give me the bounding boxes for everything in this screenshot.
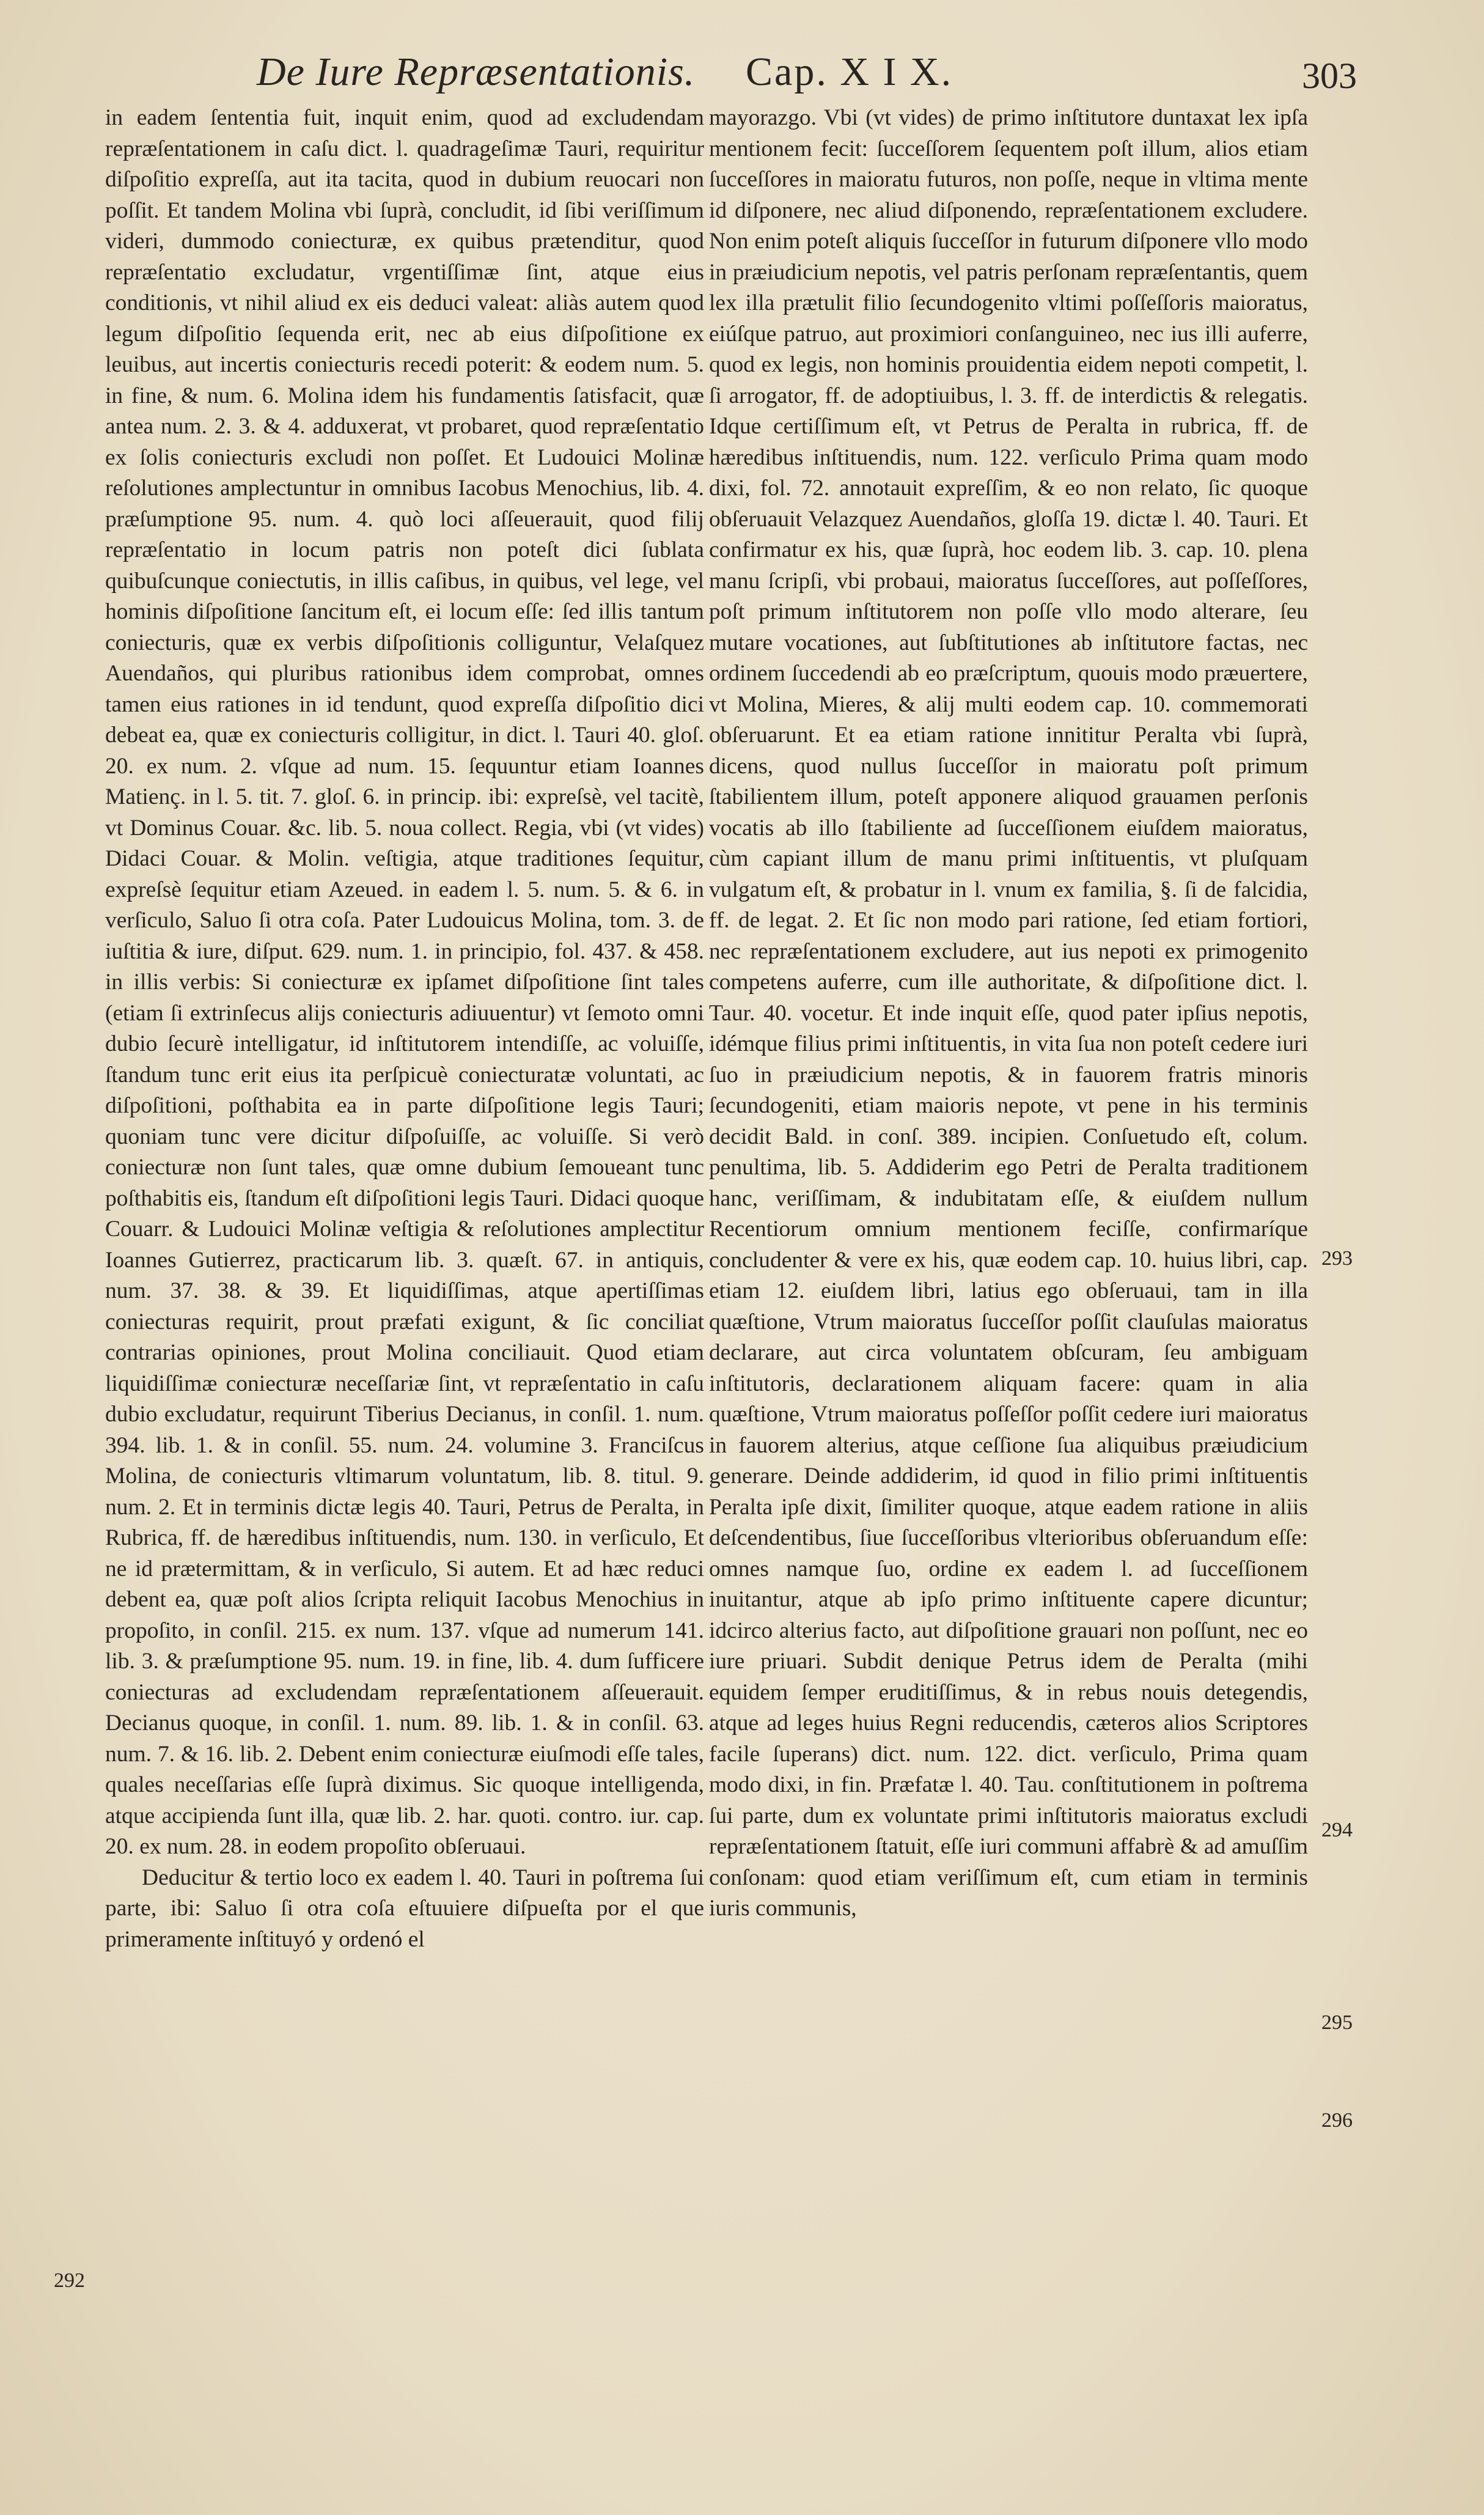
left-paragraph-2: Deducitur & tertio loco ex eadem l. 40. Tauri in poſtrema ſui parte, ibi: Saluo ſi otra coſa eſtuuiere diſpueſta por el que primeramente inſtituyó y ordenó el: [105, 1865, 704, 1952]
chapter-heading: Cap. X I X.: [746, 50, 953, 94]
page-number: 303: [1302, 56, 1357, 96]
margin-number-293: 293: [1321, 1247, 1353, 1270]
margin-number-292: 292: [54, 2269, 85, 2292]
left-paragraph-1: in eadem ſententia fuit, inquit enim, quod ad excludendam repræſentationem in caſu dict. l. quadrageſimæ Tauri, requiritur diſpoſitio expreſſa, aut ita tacita, quod in dubium reuocari non poſſit. Et tandem Molina vbi ſuprà, concludit, id ſibi veriſſimum videri, dummodo coniecturæ, ex quibus prætenditur, quod repræſentatio excludatur, vrgentiſſimæ ſint, atque eius conditionis, vt nihil aliud ex eis deduci valeat: aliàs autem quod legum diſpoſitio ſequenda erit, nec ab eius diſpoſitione ex leuibus, aut incertis coniecturis recedi poterit: & eodem num. 5. in fine, & num. 6. Molina idem his fundamentis ſatisfacit, quæ antea num. 2. 3. & 4. adduxerat, vt probaret, quod repræſentatio ex ſolis coniecturis excludi non poſſet. Et Ludouici Molinæ reſolutiones amplectuntur in omnibus Iacobus Menochius, lib. 4. præſumptione 95. num. 4. quò loci aſſeuerauit, quod filij repræſentatio in locum patris non poteſt dici ſublata quibuſcunque coniectutis, in illis caſibus, in quibus, vel lege, vel hominis diſpoſitione ſancitum eſt, ei locum eſſe: ſed illis tantum coniecturis, quæ ex verbis diſpoſitionis colliguntur, Velaſquez Auendaños, qui pluribus rationibus idem comprobat, omnes tamen eius rationes in id tendunt, quod expreſſa diſpoſitio dici debeat ea, quæ ex coniecturis colligitur, in dict. l. Tauri 40. gloſ. 20. ex num. 2. vſque ad num. 15. ſequuntur etiam Ioannes Matienç. in l. 5. tit. 7. gloſ. 6. in princip. ibi: expreſsè, vel tacitè, vt Dominus Couar. &c. lib. 5. noua collect. Regia, vbi (vt vides) Didaci Couar. & Molin. veſtigia, atque traditiones ſequitur, expreſsè ſequitur etiam Azeued. in eadem l. 5. num. 5. & 6. in verſiculo, Saluo ſi otra coſa. Pater Ludouicus Molina, tom. 3. de iuſtitia & iure, diſput. 629. num. 1. in principio, fol. 437. & 458. in illis verbis: Si coniecturæ ex ipſamet diſpoſitione ſint tales (etiam ſi extrinſecus alijs coniecturis adiuuentur) vt ſemoto omni dubio ſecurè intelligatur, id inſtitutorem intendiſſe, ac voluiſſe, ſtandum tunc erit eius ita perſpicuè coniecturatæ voluntati, ac diſpoſitioni, poſthabita ea in parte diſpoſitione legis Tauri; quoniam tunc vere dicitur diſpoſuiſſe, ac voluiſſe. Si verò coniecturæ non ſunt tales, quæ omne dubium ſemoueant tunc poſthabitis eis, ſtandum eſt diſpoſitioni legis Tauri. Didaci quoque Couarr. & Ludouici Molinæ veſtigia & reſolutiones amplectitur Ioannes Gutierrez, practicarum lib. 3. quæſt. 67. in antiquis, num. 37. 38. & 39. Et liquidiſſimas, atque apertiſſimas coniecturas requirit, prout præfati exigunt, & ſic conciliat contrarias opiniones, prout Molina conciliauit. Quod etiam liquidiſſimæ coniecturæ neceſſariæ ſint, vt repræſentatio in caſu dubio excludatur, requirunt Tiberius Decianus, in conſil. 1. num. 394. lib. 1. & in conſil. 55. num. 24. volumine 3. Franciſcus Molina, de coniecturis vltimarum voluntatum, lib. 8. titul. 9. num. 2. Et in terminis dictæ legis 40. Tauri, Petrus de Peralta, in Rubrica, ff. de hæredibus inſtituendis, num. 130. in verſiculo, Et ne id prætermittam, & in verſiculo, Si autem. Et ad hæc reduci debent ea, quæ poſt alios ſcripta reliquit Iacobus Menochius in propoſito, in conſil. 215. ex num. 137. vſque ad numerum 141. lib. 3. & præſumptione 95. num. 19. in fine, lib. 4. dum ſufficere coniecturas ad excludendam repræſentationem aſſeuerauit. Decianus quoque, in conſil. 1. num. 89. lib. 1. & in conſil. 63. num. 7. & 16. lib. 2. Debent enim coniecturæ eiuſmodi eſſe tales, quales neceſſarias eſſe ſuprà diximus. Sic quoque intelligenda, atque accipienda ſunt illa, quæ lib. 2. har. quoti. contro. iur. cap. 20. ex num. 28. in eodem propoſito obſeruaui.: [105, 105, 704, 1859]
running-title: De Iure Repræsentationis.: [257, 50, 696, 94]
page-header: [244, 37, 1357, 110]
right-column: [709, 103, 1308, 1924]
right-paragraph-1: mayorazgo. Vbi (vt vides) de primo inſtitutore duntaxat lex ipſa mentionem fecit: ſucceſſorem ſequentem poſt illum, alios etiam ſucceſſores in maioratu futuros, non poſſe, neque in vltima mente id diſponere, nec aliud diſponendo, repræſentationem excludere. Non enim poteſt aliquis ſucceſſor in futurum diſponere vllo modo in præiudicium nepotis, vel patris perſonam repræſentantis, quem lex illa prætulit filio ſecundogenito vltimi poſſeſſoris maioratus, eiúſque patruo, aut proximiori conſanguineo, nec ius illi auferre, quod ex legis, non hominis prouidentia eidem nepoti competit, l. ſi arrogator, ff. de adoptiuibus, l. 3. ff. de interdictis & relegatis. Idque certiſſimum eſt, vt Petrus de Peralta in rubrica, ff. de hæredibus inſtituendis, num. 122. verſiculo Prima quam modo dixi, fol. 72. annotauit expreſſim, & eo non relato, ſic quoque obſeruauit Velazquez Auendaños, gloſſa 19. dictæ l. 40. Tauri. Et confirmatur ex his, quæ ſuprà, hoc eodem lib. 3. cap. 10. plena manu ſcripſi, vbi probaui, maioratus ſucceſſores, aut poſſeſſores, poſt primum inſtitutorem non poſſe vllo modo alterare, ſeu mutare vocationes, aut ſubſtitutiones ab inſtitutore factas, nec ordinem ſuccedendi ab eo præſcriptum, quouis modo præuertere, vt Molina, Mieres, & alij multi eodem cap. 10. commemorati obſeruarunt. Et ea etiam ratione innititur Peralta vbi ſuprà, dicens, quod nullus ſucceſſor in maioratu poſt primum ſtabilientem illum, poteſt apponere aliquod grauamen perſonis vocatis ab illo ſtabiliente ad ſucceſſionem eiuſdem maioratus, cùm capiant illum de manu primi inſtituentis, vt pluſquam vulgatum eſt, & probatur in l. vnum ex familia, §. ſi de falcidia, ff. de legat. 2. Et ſic non modo pari ratione, ſed etiam fortiori, nec repræſentationem excludere, aut ius nepoti ex primogenito competens auferre, cum ille authoritate, & diſpoſitione dict. l. Taur. 40. vocetur. Et inde inquit eſſe, quod pater ipſius nepotis, idémque filius primi inſtituentis, in vita ſua non poteſt cedere iuri ſuo in præiudicium nepotis, & in fauorem fratris minoris ſecundogeniti, etiam maioris nepote, vt pene in his terminis decidit Bald. in conſ. 389. incipien. Conſuetudo eſt, colum. penultima, lib. 5. Addiderim ego Petri de Peralta traditionem hanc, veriſſimam, & indubitatam eſſe, & eiuſdem nullum Recentiorum omnium mentionem feciſſe, confirmaríque concludenter & vere ex his, quæ eodem cap. 10. huius libri, cap. etiam 12. eiuſdem libri, latius ego obſeruaui, tam in illa quæſtione, Vtrum maioratus ſucceſſor poſſit clauſulas maioratus declarare, aut circa voluntatem obſcuram, ſeu ambiguam inſtitutoris, declarationem aliquam facere: quam in alia quæſtione, Vtrum maioratus poſſeſſor poſſit cedere iuri maioratus in fauorem alterius, atque ceſſione ſua aliquibus præiudicium generare. Deinde addiderim, id quod in filio primi inſtituentis Peralta ipſe dixit, ſimiliter quoque, atque eadem ratione in aliis deſcendentibus, ſiue ſucceſſoribus vlterioribus obſeruandum eſſe: omnes namque ſuo, ordine ex eadem l. ad ſucceſſionem inuitantur, atque ab ipſo primo inſtituente capere dicuntur; idcirco alterius facto, aut diſpoſitione grauari non poſſunt, nec eo iure priuari. Subdit denique Petrus idem de Peralta (mihi equidem ſemper eruditiſſimus, & in rebus nouis detegendis, atque ad leges huius Regni reducendis, cæteros alios Scriptores facile ſuperans) dict. num. 122. dict. verſiculo, Prima quam modo dixi, in fin. Præfatæ l. 40. Tau. conſtitutionem in poſtrema ſui parte, dum ex voluntate primi inſtitutoris maioratus excludi repræſentationem ſtatuit, eſſe iuri communi affabrè & ad amuſſim conſonam: quod etiam veriſſimum eſt, cum etiam in terminis iuris communis,: [709, 105, 1308, 1921]
left-column: [105, 103, 704, 1955]
margin-number-296: 296: [1321, 2109, 1353, 2132]
margin-number-295: 295: [1321, 2011, 1353, 2034]
margin-number-294: 294: [1321, 1819, 1353, 1841]
